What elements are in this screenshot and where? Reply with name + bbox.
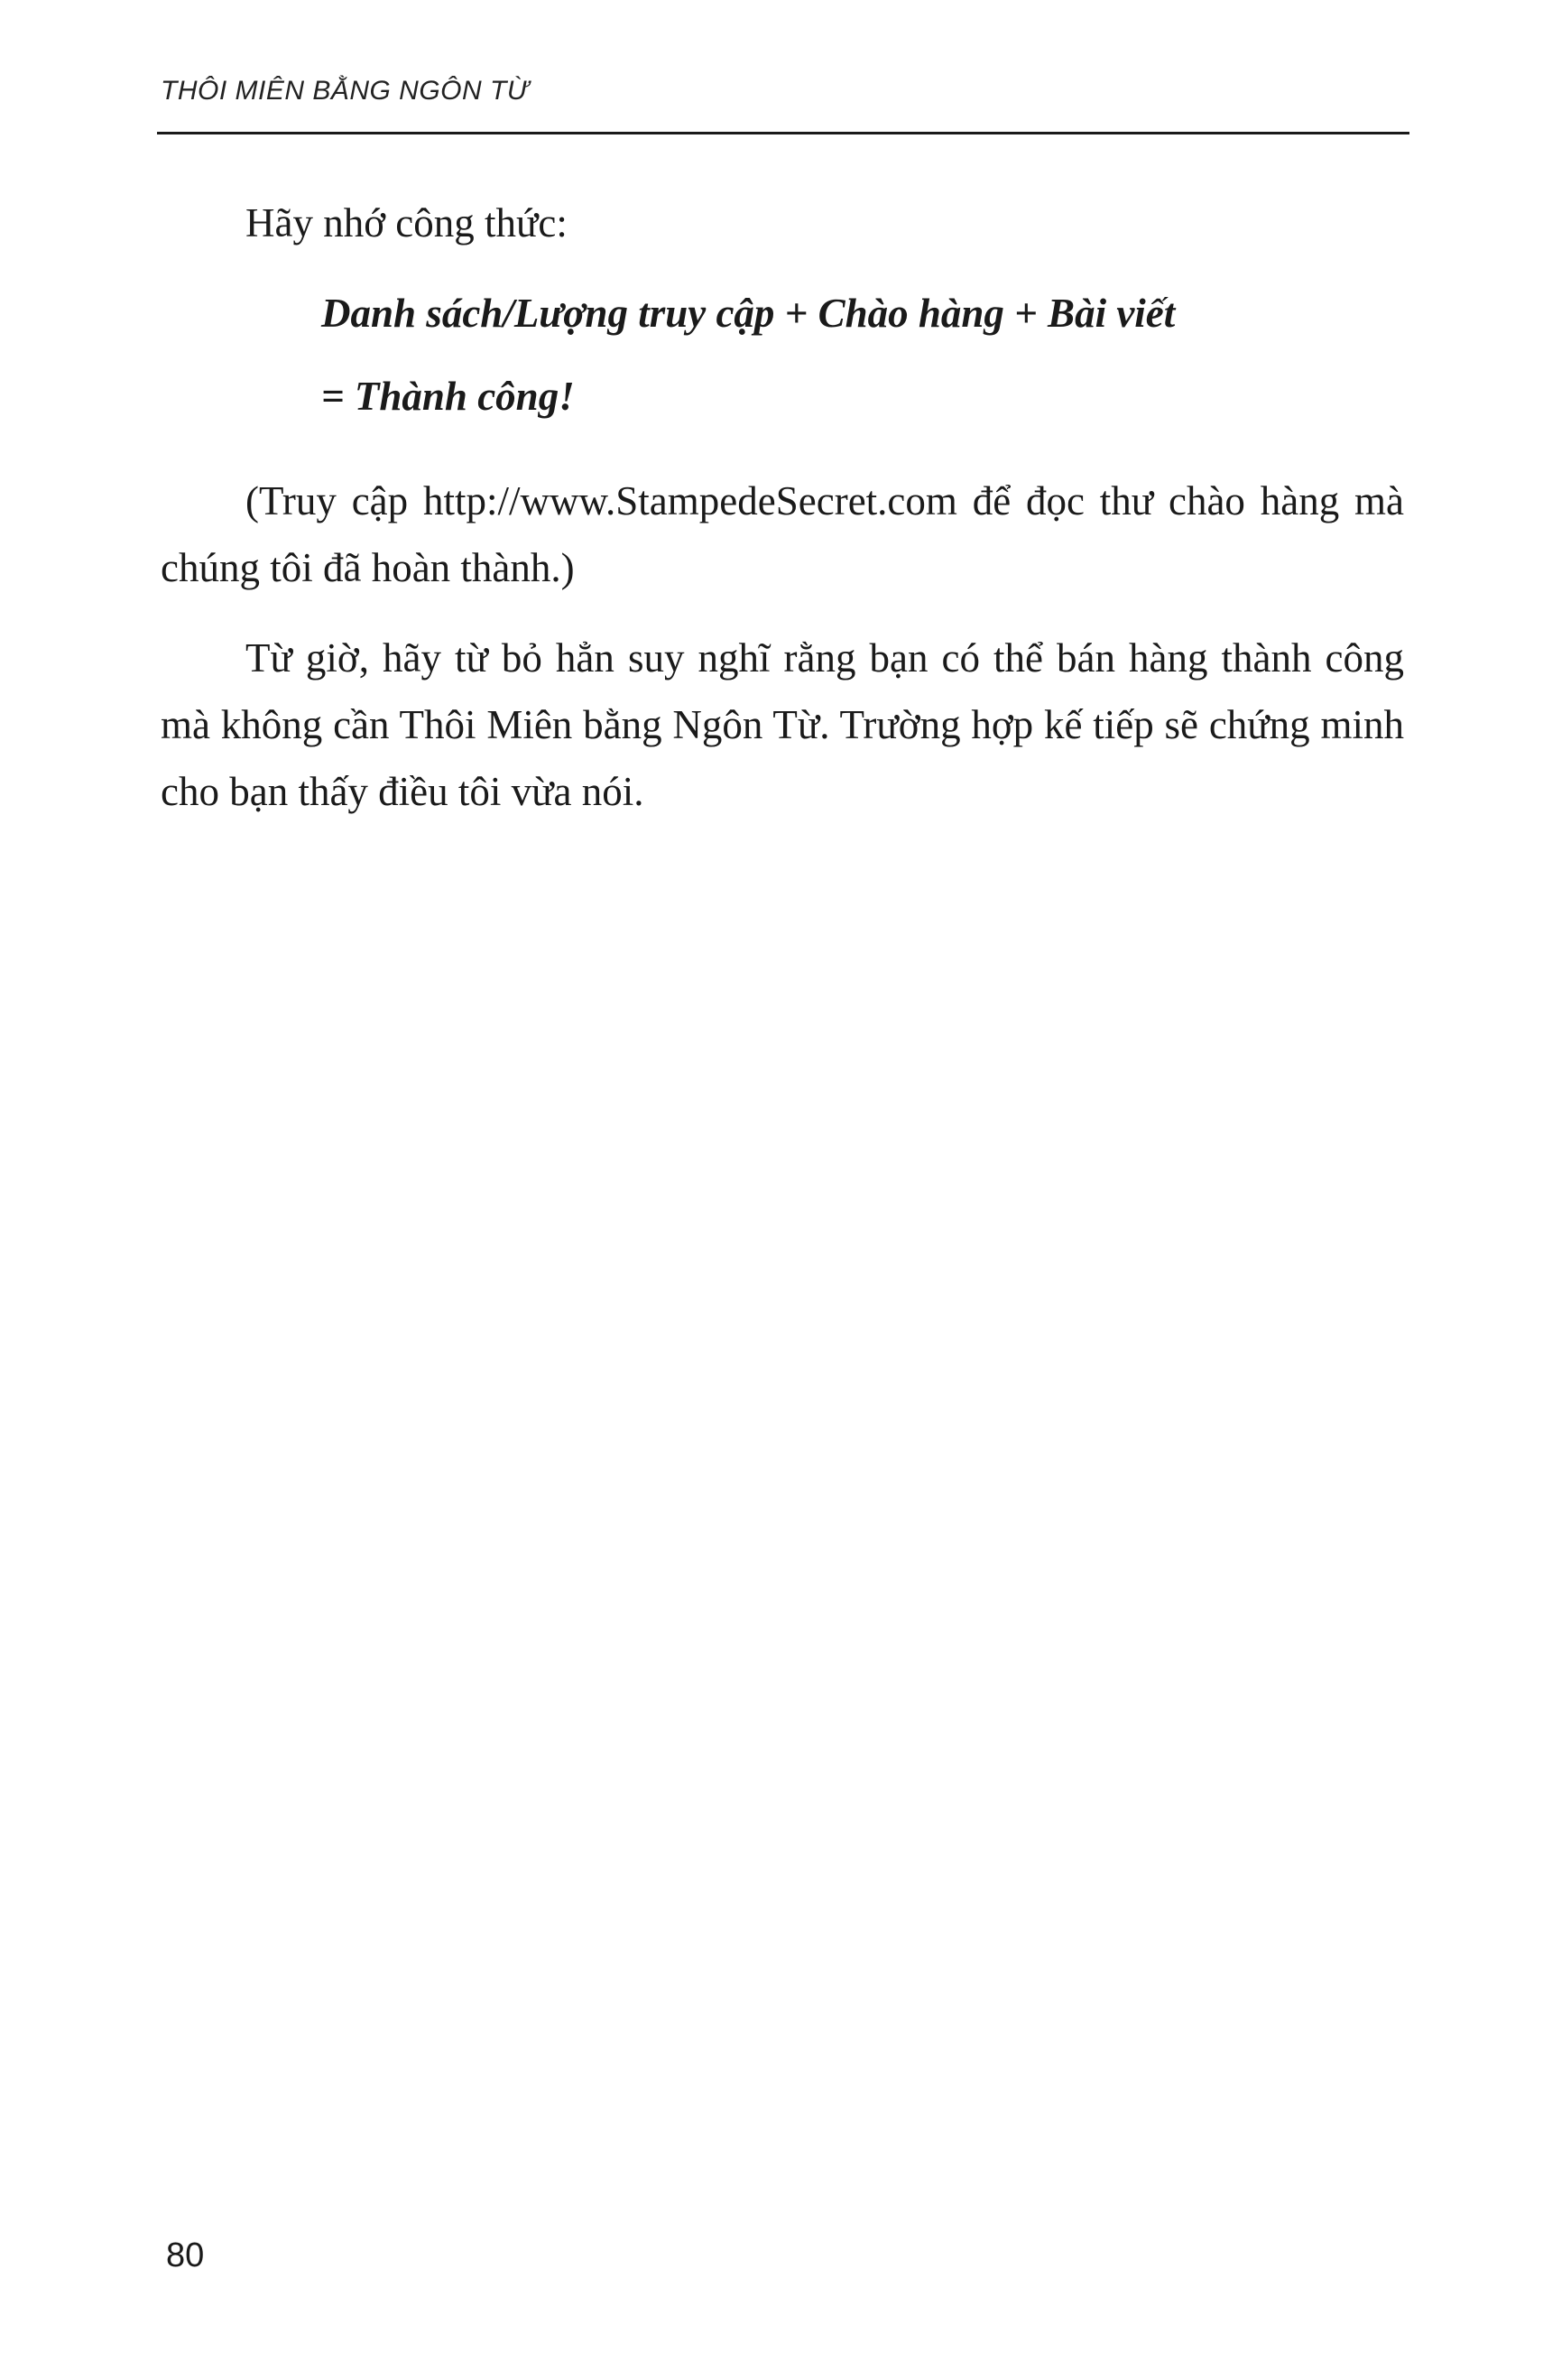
page-number: 80	[166, 2236, 205, 2274]
access-website-paragraph: (Truy cập http://www.StampedeSecret.com để đọc thư chào hàng mà chúng tôi đã hoàn thành.)	[161, 478, 1404, 590]
formula-line-1: Danh sách/Lượng truy cập + Chào hàng + Bài viết	[321, 291, 1176, 336]
header-divider	[157, 132, 1409, 134]
running-header-title: THÔI MIÊN BẰNG NGÔN TỪ	[161, 76, 530, 106]
conclusion-paragraph: Từ giờ, hãy từ bỏ hẳn suy nghĩ rằng bạn có thể bán hàng thành công mà không cần Thôi Miên bằng Ngôn Từ. Trường hợp kế tiếp sẽ chứng minh cho bạn thấy điều tôi vừa nói.	[161, 635, 1404, 814]
remember-formula-line: Hãy nhớ công thức:	[245, 200, 568, 245]
formula-line-2: = Thành công!	[321, 374, 575, 419]
